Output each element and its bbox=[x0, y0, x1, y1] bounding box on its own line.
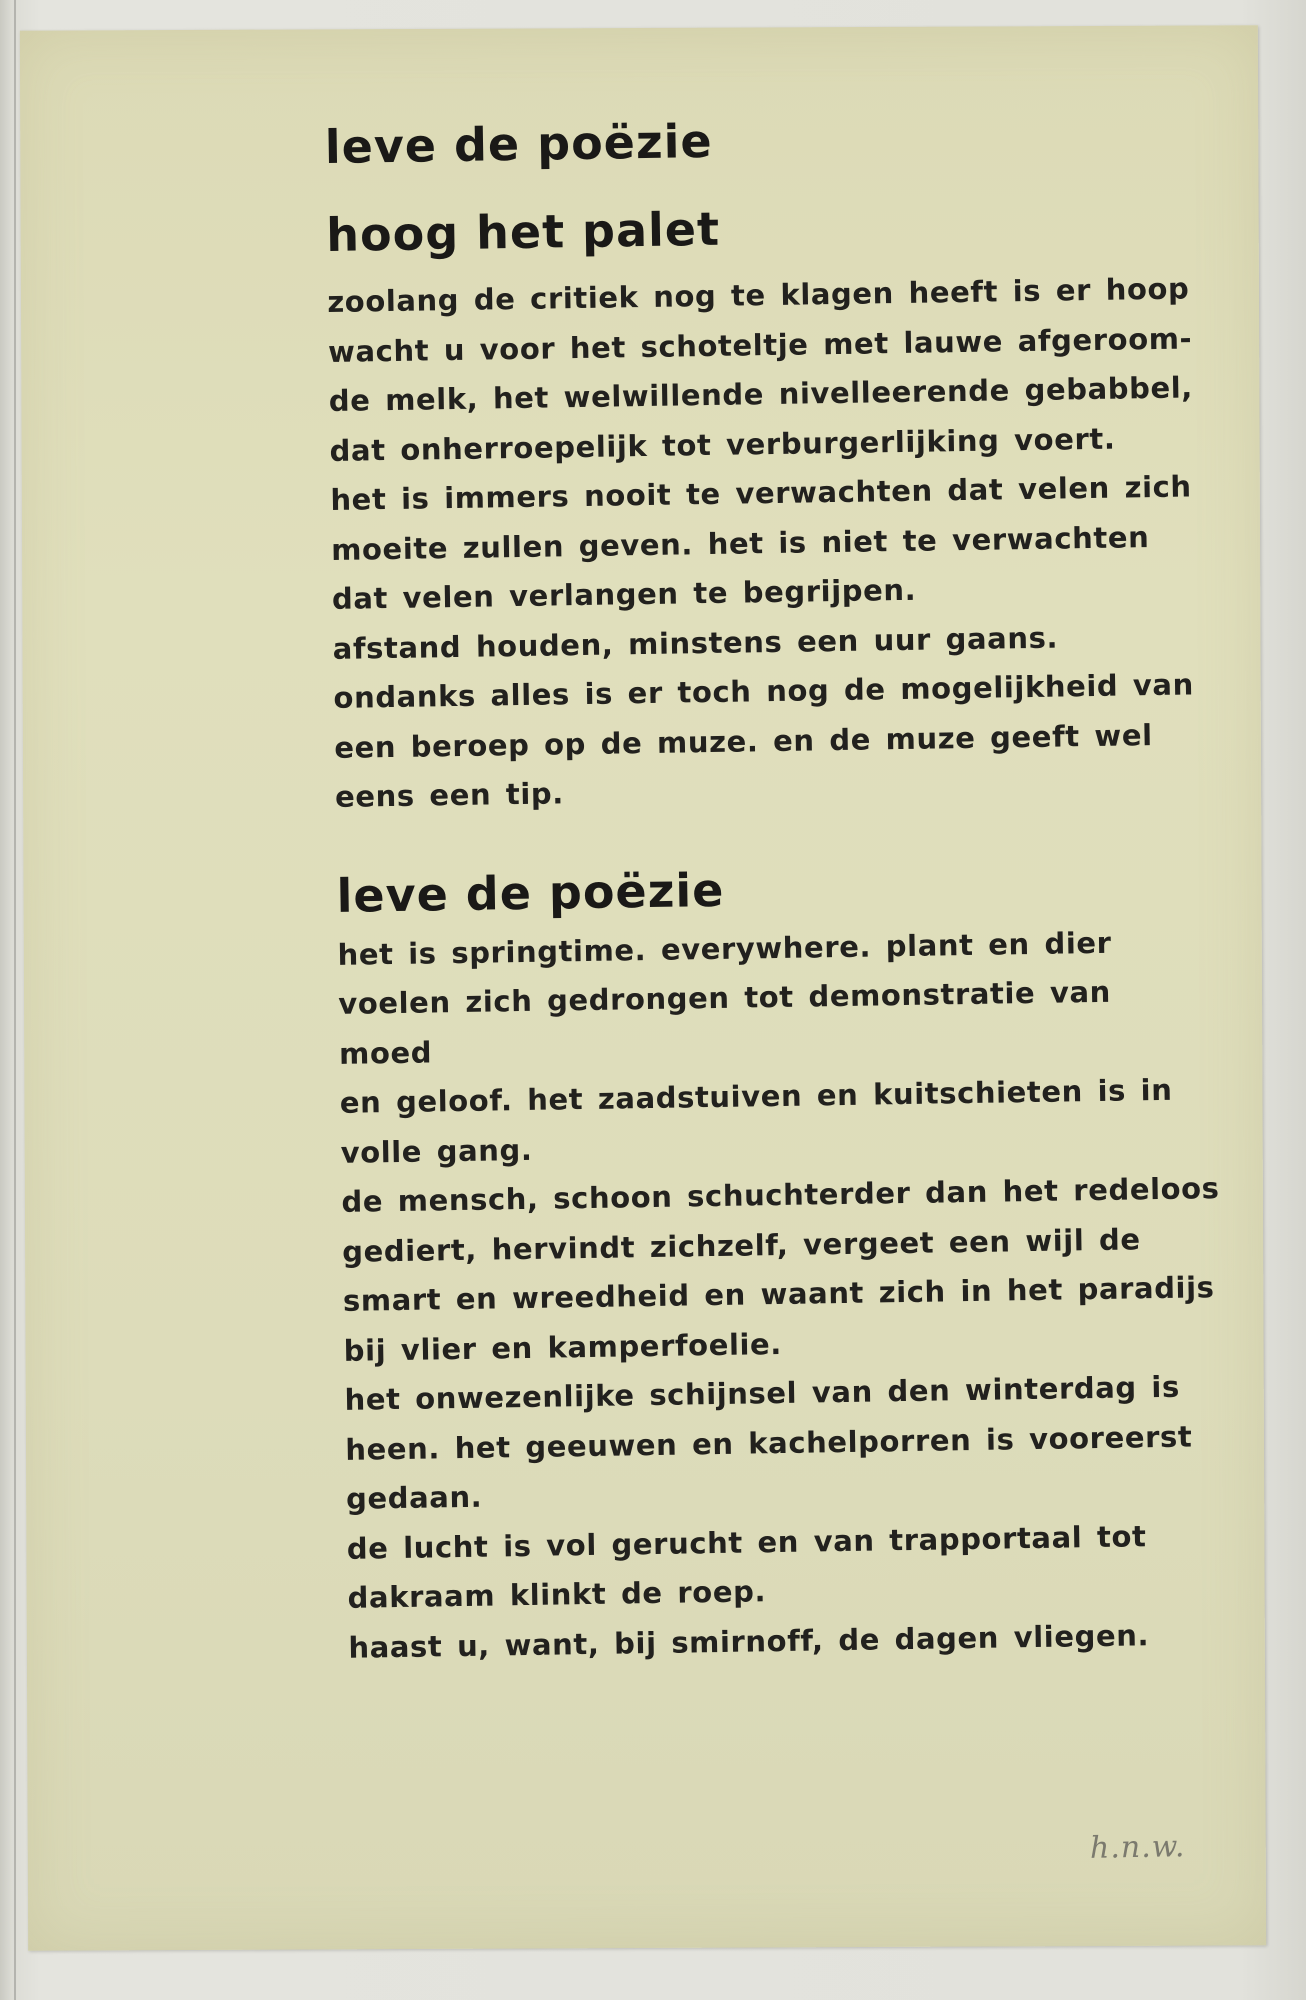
text-line: het is immers nooit te verwachten dat velen zich bbox=[330, 469, 1192, 517]
heading-leve-de-poezie-second: leve de poëzie bbox=[336, 862, 725, 923]
text-line: en geloof. het zaadstuiven en kuitschieten is in bbox=[339, 1072, 1173, 1120]
text-line: haast u, want, bij smirnoff, de dagen vliegen. bbox=[348, 1617, 1150, 1665]
text-line: gediert, hervindt zichzelf, vergeet een wijl de bbox=[341, 1221, 1141, 1269]
text-line: de lucht is vol gerucht en van trapportaal tot bbox=[346, 1518, 1147, 1566]
text-line: afstand houden, minstens een uur gaans. bbox=[332, 620, 1059, 666]
text-line: dat velen verlangen te begrijpen. bbox=[331, 572, 917, 616]
text-line: smart en wreedheid en waant zich in het paradijs bbox=[342, 1270, 1215, 1318]
text-line: de melk, het welwillende nivelleerende gebabbel, bbox=[328, 370, 1194, 418]
text-line: de mensch, schoon schuchterder dan het redeloos bbox=[341, 1171, 1220, 1219]
text-line: ondanks alles is er toch nog de mogelijkheid van bbox=[333, 667, 1195, 715]
board-edge bbox=[14, 0, 16, 2000]
text-line: dakraam klinkt de roep. bbox=[347, 1574, 767, 1615]
text-line: moeite zullen geven. het is niet te verwachten bbox=[330, 519, 1150, 567]
text-line: zoolang de critiek nog te klagen heeft is er hoop bbox=[327, 271, 1190, 319]
text-line: dat onherroepelijk tot verburgerlijking voert. bbox=[329, 421, 1116, 468]
poem-text-block bbox=[324, 78, 1229, 1673]
text-line: voelen zich gedrongen tot demonstratie van moed bbox=[338, 974, 1112, 1071]
text-line: het is springtime. everywhere. plant en dier bbox=[337, 925, 1112, 972]
paragraph-springtime bbox=[337, 917, 1229, 1673]
text-line: wacht u voor het schoteltje met lauwe afgeroom- bbox=[327, 320, 1193, 369]
paragraph-critiek bbox=[327, 264, 1215, 822]
heading-hoog-het-palet: hoog het palet bbox=[325, 201, 721, 262]
text-line: heen. het geeuwen en kachelporren is vooreerst bbox=[345, 1419, 1193, 1467]
text-line: volle gang. bbox=[340, 1132, 533, 1170]
text-line: een beroep op de muze. en de muze geeft wel bbox=[334, 717, 1153, 765]
text-line: bij vlier en kamperfoelie. bbox=[343, 1326, 783, 1368]
text-line: eens een tip. bbox=[334, 776, 565, 814]
text-line: het onwezenlijke schijnsel van den winterdag is bbox=[344, 1369, 1181, 1417]
handwritten-initials: h.n.w. bbox=[1089, 1829, 1186, 1866]
heading-leve-de-poezie: leve de poëzie bbox=[324, 113, 714, 174]
text-line: gedaan. bbox=[345, 1479, 483, 1516]
